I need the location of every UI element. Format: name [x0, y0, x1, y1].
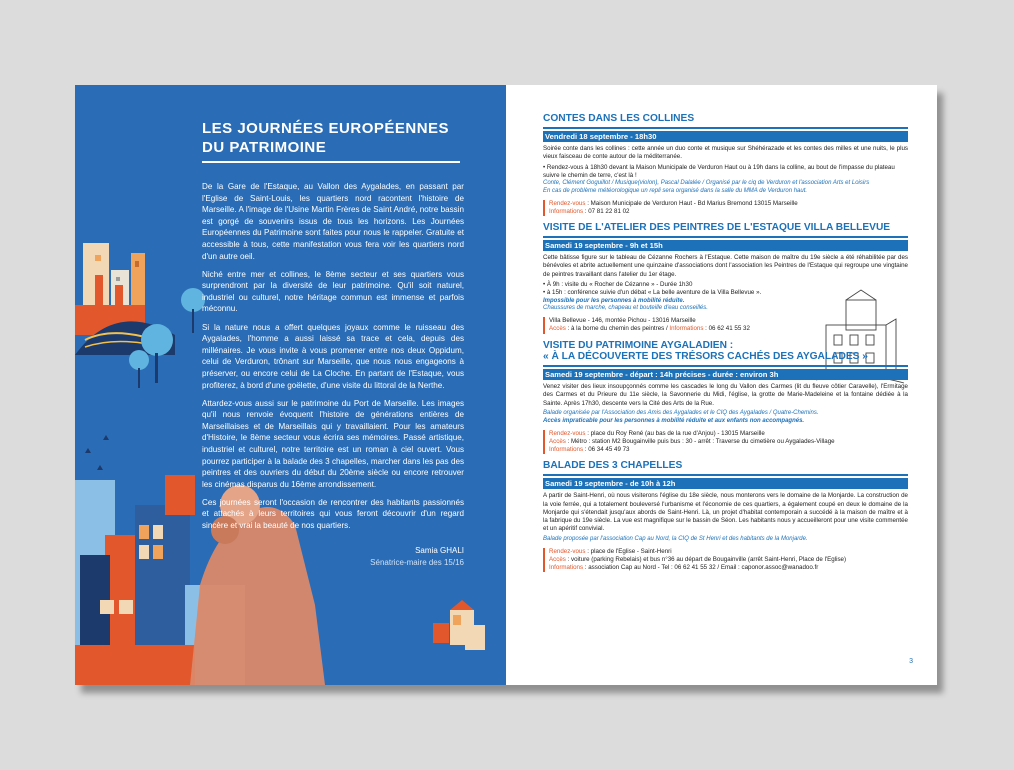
event-note: Balade proposée par l'association Cap au Nord, la CIQ de St Henri et des habitants de la Monjarde. [543, 535, 808, 542]
title-underline [202, 161, 460, 163]
event-title: VISITE DE L'ATELIER DES PEINTRES DE L'ESTAQUE VILLA BELLEVUE [543, 222, 891, 234]
rdv-label: Rendez-vous [549, 547, 586, 555]
event-info [543, 548, 908, 573]
event-date: Samedi 19 septembre - départ : 14h précises - durée : environ 3h [543, 369, 908, 381]
acces-label: Accès [549, 325, 566, 333]
acces-value: : Métro : station M2 Bougainville puis bus : 30 - arrêt : Traverse du cimetière ou Aygalades-Village [565, 437, 835, 445]
signature [275, 545, 464, 569]
event-bullet: • à 15h : conférence suivie d'un débat « La belle aventure de la Villa Bellevue ». [543, 289, 762, 297]
event-note: Chaussures de marche, chapeau et bouteille d'eau conseillés. [543, 305, 708, 312]
event-note: Accès impraticable pour les personnes à mobilité réduite et aux enfants non accompagnés. [543, 417, 805, 424]
acces-value: : voiture (parking Rebelais) et bus n°36 au départ de Bougainville (arrêt Saint-Henri, Place de l'Eglise) [565, 555, 847, 563]
info-label: Informations [549, 446, 584, 454]
event-contes [543, 113, 908, 216]
address: Villa Bellevue - 146, montée Pichou - 13016 Marseille [549, 317, 696, 325]
event-date: Samedi 19 septembre - 9h et 15h [543, 240, 908, 252]
event-3-chapelles [543, 460, 908, 572]
page-title [202, 119, 472, 157]
acces-label: Accès [549, 555, 566, 563]
divider [543, 127, 908, 129]
info-label: Informations [669, 325, 704, 333]
divider [543, 236, 908, 238]
event-title: CONTES DANS LES COLLINES [543, 113, 695, 124]
brochure-spread [75, 85, 937, 685]
left-page [75, 85, 506, 685]
event-description: Cette bâtisse figure sur le tableau de Cézanne Rochers à l'Estaque. Cette maison de maître du 19e siècle a été réhabilitée par des bénévoles et abrite actuellement une quinzaine d'associations dont l'association les Peintres de l'Estaque qui regroupe une vingtaine de peintres travaillant dans l'atelier du 1er étage. [543, 254, 908, 278]
event-description: Soirée conte dans les collines : cette année un duo conte et musique sur Shéhérazade et les contes des milles et une nuits, le plus vieux faisceau de conte autour de la méditerranée. [543, 145, 908, 161]
event-description: A partir de Saint-Henri, où nous visiterons l'église du 18e siècle, nous monterons vers le domaine de la Monjarde. La construction de la voie ferrée, qui a totalement bouleversé l'urbanisme et l'économie de ces quartiers, a également coupé en deux le domaine de la Monjarde qui s'étendait jusqu'aux abords de Saint-Henri. Là, un projet d'habitat contemporain a succédé à la maison de maître et à la fabrique du 19e siècle. La vue est magnifique sur le bassin de Séon. Les habitants nous y accueilleront pour une visite commentée et un apéritif convivial. [543, 492, 908, 533]
event-title: BALADE DES 3 CHAPELLES [543, 460, 683, 472]
events-list [543, 113, 908, 576]
info-value: : 06 34 45 49 73 [583, 446, 630, 454]
acces-value: : à la borne du chemin des peintres / [565, 325, 670, 333]
rdv-label: Rendez-vous [549, 199, 586, 207]
intro-paragraph: Niché entre mer et collines, le 8ème secteur et ses quartiers vous surprendront par la diversité de leur patrimoine. Qu'il soit naturel, industriel ou culturel, notre héritage commun est immense et parfois méconnu. [202, 269, 464, 314]
event-info [543, 430, 908, 455]
intro-paragraph: De la Gare de l'Estaque, au Vallon des Aygalades, en passant par l'Eglise de Saint-Louis, les quartiers nord racontent l'histoire de Marseille. A l'image de l'Usine Martin Frères de Saint André, notre bassin est gorgé de souvenirs issus de tous les horizons. Les Journées Européennes du Patrimoine sont faites pour nous le rappeler. Gratuite et accessible à tous, cette manifestation vous fera voir les quartiers nord d'un autre oeil. [202, 182, 464, 261]
event-villa-bellevue [543, 222, 908, 333]
event-note: Balade organisée par l'Association des Amis des Aygalades et le CIQ des Aygalades / Quatre-Chemins. [543, 410, 819, 417]
event-description: Venez visiter des lieux insoupçonnés comme les cascades le long du Vallon des Carmes (lit du fleuve côtier Caravelle), l'Ermitage des Carmes et du Prieure du 11e siècle, la Savonnerie du Midi, l'église, la grotte de Marie-Madeleine et la fontaine dédiée à la Sainte. Après 17h30, descente vers la Cité des Arts de la Rue. [543, 383, 908, 407]
title-line-1: LES JOURNÉES EUROPÉENNES [202, 120, 450, 137]
event-note: Impossible pour les personnes à mobilité réduite. [543, 297, 685, 304]
event-date: Vendredi 18 septembre - 18h30 [543, 131, 908, 143]
acces-label: Accès [549, 437, 566, 445]
intro-paragraph: Si la nature nous a offert quelques joyaux comme le ruisseau des Aygalades, l'homme a aussi laissé sa trace et cela, depuis des millénaires. Je vous invite à vous promener entre nos deux Oppidum, celui de Verduron, trônant sur Marseille, que nous nous engageons à préserver, ou encore celui de La Cloche. En partant de l'Estaque, vous profiterez, à bord d'une goëlette, d'une visite du littoral de la Nerthe. [202, 322, 464, 390]
rdv-value: : Maison Municipale de Verduron Haut - Bd Marius Bremond 13015 Marseille [585, 199, 798, 207]
signature-name: Samia GHALI [415, 546, 464, 555]
intro-text [202, 181, 464, 538]
event-note: Conte, Clément Goguillot / Musique(violon), Pascal Dalalée / Organisé par le ciq de Verduron et l'association Arts et Loisirs [543, 180, 870, 187]
rdv-value: : place de l'Eglise - Saint-Henri [585, 547, 672, 555]
event-bullet: • À 9h : visite du « Rocher de Cézanne » - Durée 1h30 [543, 281, 693, 289]
info-label: Informations [549, 563, 584, 571]
event-info [543, 317, 799, 333]
divider [543, 365, 908, 367]
info-label: Informations [549, 207, 584, 215]
divider [543, 474, 908, 476]
event-note: En cas de problème météorologique un repli sera organisé dans la salle du MMA de Verduron haut. [543, 187, 808, 194]
right-page [506, 85, 937, 685]
signature-role: Sénatrice-maire des 15/16 [370, 558, 464, 567]
event-date: Samedi 19 septembre - de 10h à 12h [543, 478, 908, 490]
event-title: VISITE DU PATRIMOINE AYGALADIEN : [543, 339, 734, 351]
rdv-label: Rendez-vous [549, 429, 586, 437]
event-aygalades [543, 340, 908, 455]
info-value: : 07 81 22 81 02 [583, 207, 630, 215]
event-bullet: • Rendez-vous à 18h30 devant la Maison Municipale de Verduron Haut ou à 19h dans la colline, au bout de l'impasse du plateau suivre le chemin de terre, c'est là ! [543, 163, 895, 179]
info-value: : association Cap au Nord - Tel : 06 62 41 55 32 / Email : caponor.assoc@wanadoo.fr [583, 563, 819, 571]
info-value: : 06 62 41 55 32 [703, 325, 750, 333]
page-number: 3 [909, 658, 913, 665]
rdv-value: : place du Roy René (au bas de la rue d'Anjou) - 13015 Marseille [585, 429, 765, 437]
intro-paragraph: Attardez-vous aussi sur le patrimoine du Port de Marseille. Les images qu'il nous renvoie évoquent l'histoire de générations entières de Marseillaises et de Marseillais qui y travaillaient. Pour les amateurs d'Histoire, le 8ème secteur vous écrira ses mémoires. Passé artistique, industriel et culturel, notre territoire est un roman à ciel ouvert. Vous pourrez participer à la balade des 3 chapelles, marcher dans les pas des peintres et des ouvriers du début du 20ème siècle ou encore retrouver les cinémas disparus du 16ème arrondissement. [202, 398, 464, 489]
event-subtitle: « À LA DÉCOUVERTE DES TRÉSORS CACHÉS DES AYGALADES » [543, 351, 868, 363]
intro-paragraph: Ces journées seront l'occasion de rencontrer des habitants passionnés et attachés à leurs territoires qui vous feront découvrir d'un regard sincère et vrai la beauté de nos quartiers. [202, 497, 464, 531]
title-line-2: DU PATRIMOINE [202, 139, 327, 156]
event-info [543, 200, 908, 216]
